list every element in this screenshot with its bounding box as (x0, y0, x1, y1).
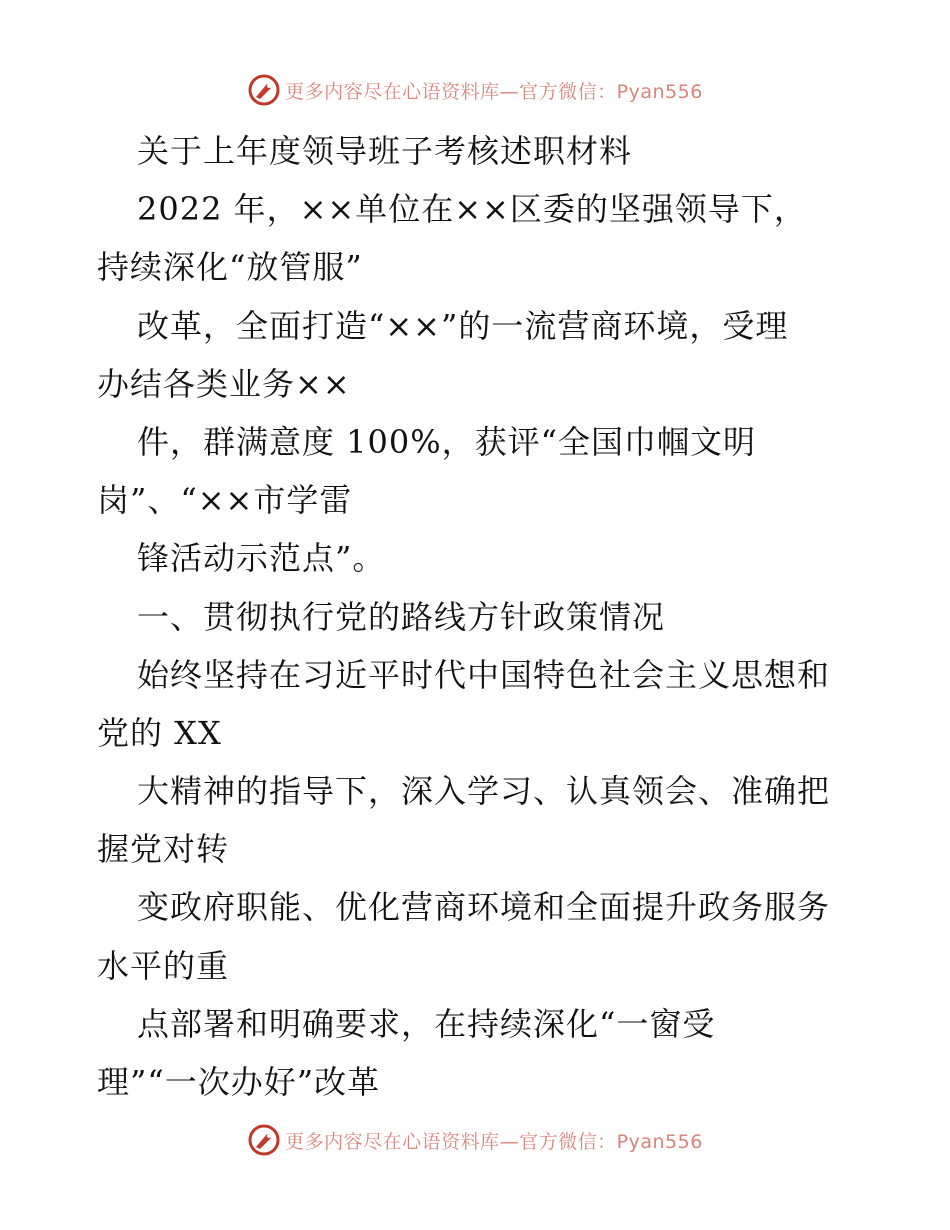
watermark-text: 更多内容尽在心语资料库—官方微信：Pyan556 (285, 80, 703, 103)
text-line: 改革，全面打造“××”的一流营商环境，受理 (137, 306, 789, 345)
text-line: 锋活动示范点”。 (137, 539, 386, 578)
pen-nib-logo-icon (247, 1123, 281, 1157)
text-line: 件，群满意度 100%，获评“全国巾帼文明 (137, 422, 757, 461)
section-heading: 一、贯彻执行党的路线方针政策情况 (137, 597, 666, 636)
text-line: 水平的重 (97, 946, 230, 985)
text-line: 握党对转 (97, 830, 230, 869)
text-line: 岗”、“××市学雷 (97, 481, 353, 520)
text-line: 党的 XX (97, 713, 222, 752)
text-line: 持续深化“放管服” (97, 248, 363, 287)
text-line: 变政府职能、优化营商环境和全面提升政务服务 (137, 888, 831, 927)
pen-nib-logo-icon (247, 73, 281, 107)
footer-watermark-banner (0, 1120, 950, 1160)
watermark-text: 更多内容尽在心语资料库—官方微信：Pyan556 (285, 1130, 703, 1153)
text-line: 始终坚持在习近平时代中国特色社会主义思想和 (137, 655, 831, 694)
text-line: 2022 年，××单位在××区委的坚强领导下， (137, 190, 807, 229)
text-line: 大精神的指导下，深入学习、认真领会、准确把 (137, 772, 831, 811)
header-watermark-banner (0, 70, 950, 110)
text-line: 理”“一次办好”改革 (97, 1063, 381, 1101)
document-body (97, 122, 897, 1111)
text-line: 办结各类业务×× (97, 364, 351, 403)
document-title: 关于上年度领导班子考核述职材料 (137, 132, 633, 170)
text-line: 点部署和明确要求，在持续深化“一窗受 (137, 1004, 716, 1043)
